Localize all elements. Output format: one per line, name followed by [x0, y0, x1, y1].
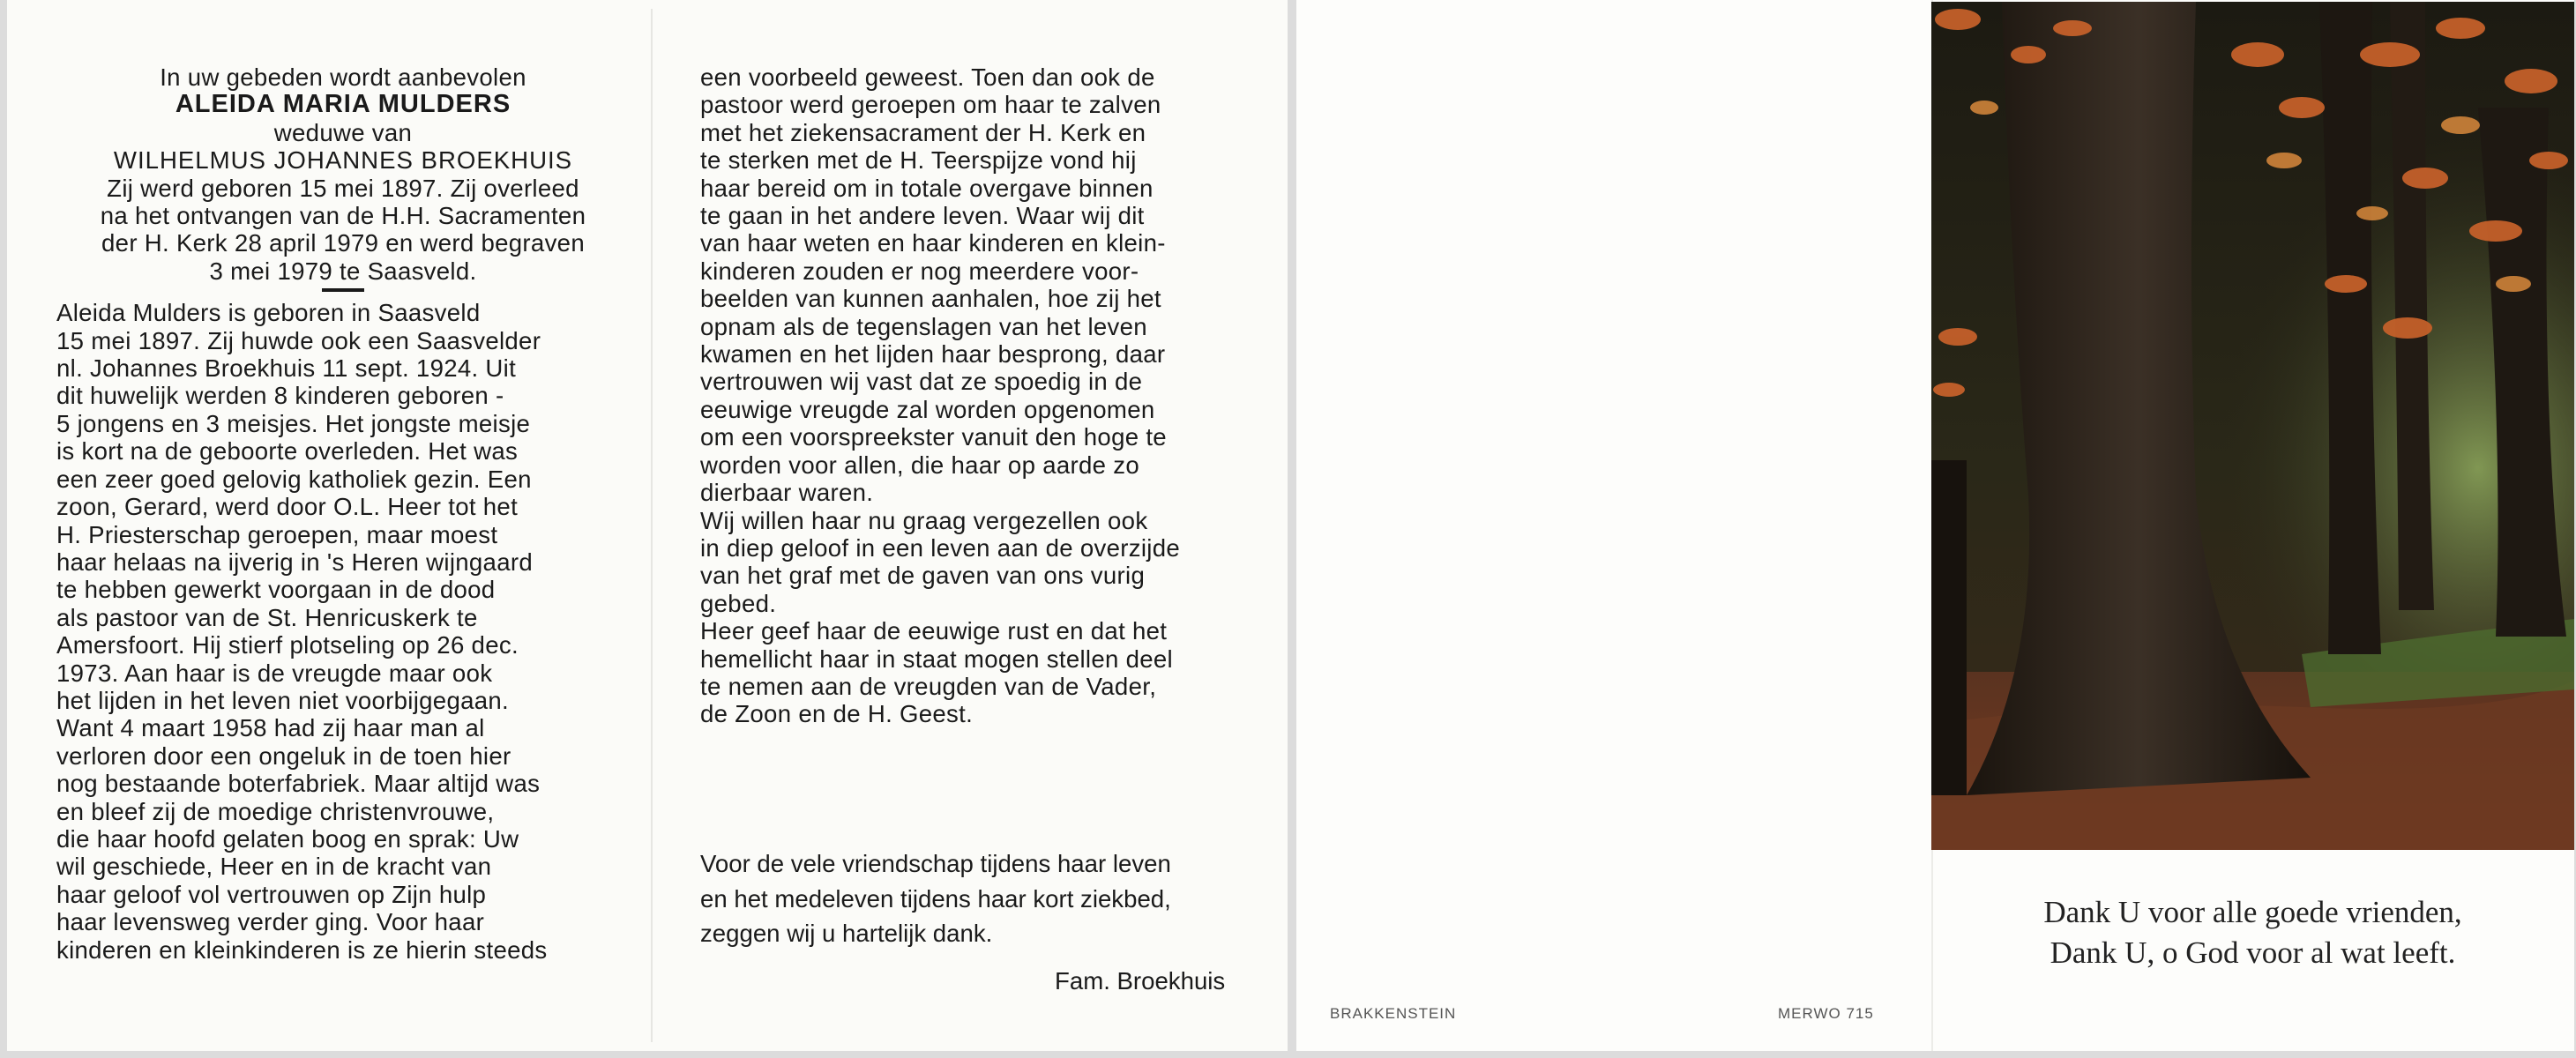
biography-line: en bleef zij de moedige christenvrouwe, — [56, 797, 495, 825]
caption-verse — [1949, 892, 2557, 973]
continuation-line: worden voor allen, die haar op aarde zo — [700, 451, 1139, 479]
biography-line: nl. Johannes Broekhuis 11 sept. 1924. Uit — [56, 354, 517, 383]
blessing-line: Heer geef haar de eeuwige rust en dat het — [700, 617, 1168, 645]
blessing-line: de Zoon en de H. Geest. — [700, 700, 974, 728]
biography-line: een zeer goed gelovig katholiek gezin. Een — [56, 465, 532, 493]
prayer-card-inside — [7, 0, 1288, 1051]
prayer-line: in diep geloof in een leven aan de overzijde — [700, 533, 1181, 562]
biography-line: Aleida Mulders is geboren in Saasveld — [56, 299, 481, 327]
biography-line: kinderen en kleinkinderen is ze hierin steeds — [56, 935, 548, 964]
caption-line: Dank U voor alle goede vrienden, — [2043, 895, 2462, 929]
continuation-line: te sterken met de H. Teerspijze vond hij — [700, 146, 1137, 175]
biography-line: haar geloof vol vertrouwen op Zijn hulp — [56, 880, 487, 908]
prayer-line: van het graf met de gaven van ons vurig — [700, 562, 1146, 590]
continuation-line: kinderen zouden er nog meerdere voor- — [700, 257, 1139, 285]
separator-dash — [322, 288, 364, 292]
biography-line: zoon, Gerard, werd door O.L. Heer tot het — [56, 493, 519, 521]
biography-line: het lijden in het leven niet voorbijgegaan. — [56, 686, 510, 714]
biography-line: als pastoor van de St. Henricuskerk te — [56, 603, 478, 631]
continuation-line: haar bereid om in totale overgave binnen — [700, 174, 1154, 202]
continuation-line: te gaan in het andere leven. Waar wij dit — [700, 202, 1145, 230]
blessing-line: hemellicht haar in staat mogen stellen deel — [700, 644, 1173, 673]
thanks-line: zeggen wij u hartelijk dank. — [700, 920, 993, 947]
prayer-card-outside — [1296, 0, 2574, 1051]
caption-line: Dank U, o God voor al wat leeft. — [2050, 935, 2456, 970]
deceased-name: ALEIDA MARIA MULDERS — [175, 90, 511, 119]
continuation-line: beelden van kunnen aanhalen, hoe zij het — [700, 285, 1161, 313]
continuation-line: een voorbeeld geweest. Toen dan ook de — [700, 63, 1155, 91]
continuation-line: dierbaar waren. — [700, 479, 874, 507]
continuation-line: van haar weten en haar kinderen en klein- — [700, 229, 1166, 257]
right-text-column — [700, 63, 1265, 728]
product-code: MERWO 715 — [1778, 1005, 1874, 1022]
thanks-line: en het medeleven tijdens haar kort ziekbed, — [700, 884, 1171, 913]
biography-line: haar levensweg verder ging. Voor haar — [56, 908, 485, 936]
continuation-block — [700, 63, 1265, 507]
intro-line: In uw gebeden wordt aanbevolen — [160, 63, 526, 91]
fold-line — [651, 9, 653, 1042]
summary-line: 3 mei 1979 te Saasveld. — [209, 257, 477, 285]
biography-line: die haar hoofd gelaten boog en sprak: Uw — [56, 824, 519, 853]
biography-line: wil geschiede, Heer en in de kracht van — [56, 853, 492, 881]
prayer-line: Wij willen haar nu graag vergezellen ook — [700, 506, 1148, 534]
left-text-column — [56, 63, 630, 964]
biography-line: Want 4 maart 1958 had zij haar man al — [56, 714, 485, 742]
biography-line: Amersfoort. Hij stierf plotseling op 26 dec. — [56, 631, 519, 659]
summary-block — [56, 175, 630, 286]
summary-line: na het ontvangen van de H.H. Sacramenten — [100, 202, 586, 230]
summary-line: Zij werd geboren 15 mei 1897. Zij overleed — [107, 174, 579, 202]
biography-line: 15 mei 1897. Zij huwde ook een Saasvelder — [56, 326, 541, 354]
biography-line: te hebben gewerkt voorgaan in de dood — [56, 576, 496, 604]
thanks-block — [700, 846, 1171, 951]
biography-block — [56, 299, 630, 964]
blessing-line: te nemen aan de vreugden van de Vader, — [700, 672, 1157, 700]
continuation-line: opnam als de tegenslagen van het leven — [700, 312, 1147, 340]
continuation-line: kwamen en het lijden haar besprong, daar — [700, 340, 1166, 369]
publisher-mark: BRAKKENSTEIN — [1330, 1005, 1457, 1022]
biography-line: is kort na de geboorte overleden. Het was — [56, 437, 519, 466]
biography-line: H. Priesterschap geroepen, maar moest — [56, 520, 498, 548]
prayer-line: gebed. — [700, 589, 777, 617]
family-signature: Fam. Broekhuis — [1055, 967, 1226, 995]
summary-line: der H. Kerk 28 april 1979 en werd begraven — [101, 229, 585, 257]
continuation-line: met het ziekensacrament der H. Kerk en — [700, 118, 1146, 146]
relation-line: weduwe van — [273, 118, 413, 146]
biography-line: verloren door een ongeluk in de toen hier — [56, 741, 511, 770]
biography-line: nog bestaande boterfabriek. Maar altijd was — [56, 770, 541, 798]
continuation-line: eeuwige vreugde zal worden opgenomen — [700, 395, 1155, 423]
continuation-line: vertrouwen wij vast dat ze spoedig in de — [700, 368, 1143, 396]
biography-line: 1973. Aan haar is de vreugde maar ook — [56, 659, 493, 687]
autumn-tree-photo — [1931, 2, 2574, 850]
biography-line: 5 jongens en 3 meisjes. Het jongste meisje — [56, 409, 531, 437]
biography-line: haar helaas na ijverig in 's Heren wijngaard — [56, 548, 533, 576]
blessing-block — [700, 617, 1265, 728]
thanks-line: Voor de vele vriendschap tijdens haar leven — [700, 850, 1171, 877]
continuation-line: pastoor werd geroepen om haar te zalven — [700, 91, 1161, 119]
biography-line: dit huwelijk werden 8 kinderen geboren - — [56, 382, 504, 410]
continuation-line: om een voorspreekster vanuit den hoge te — [700, 423, 1167, 451]
spouse-name: WILHELMUS JOHANNES BROEKHUIS — [113, 146, 573, 175]
prayer-block — [700, 507, 1265, 618]
